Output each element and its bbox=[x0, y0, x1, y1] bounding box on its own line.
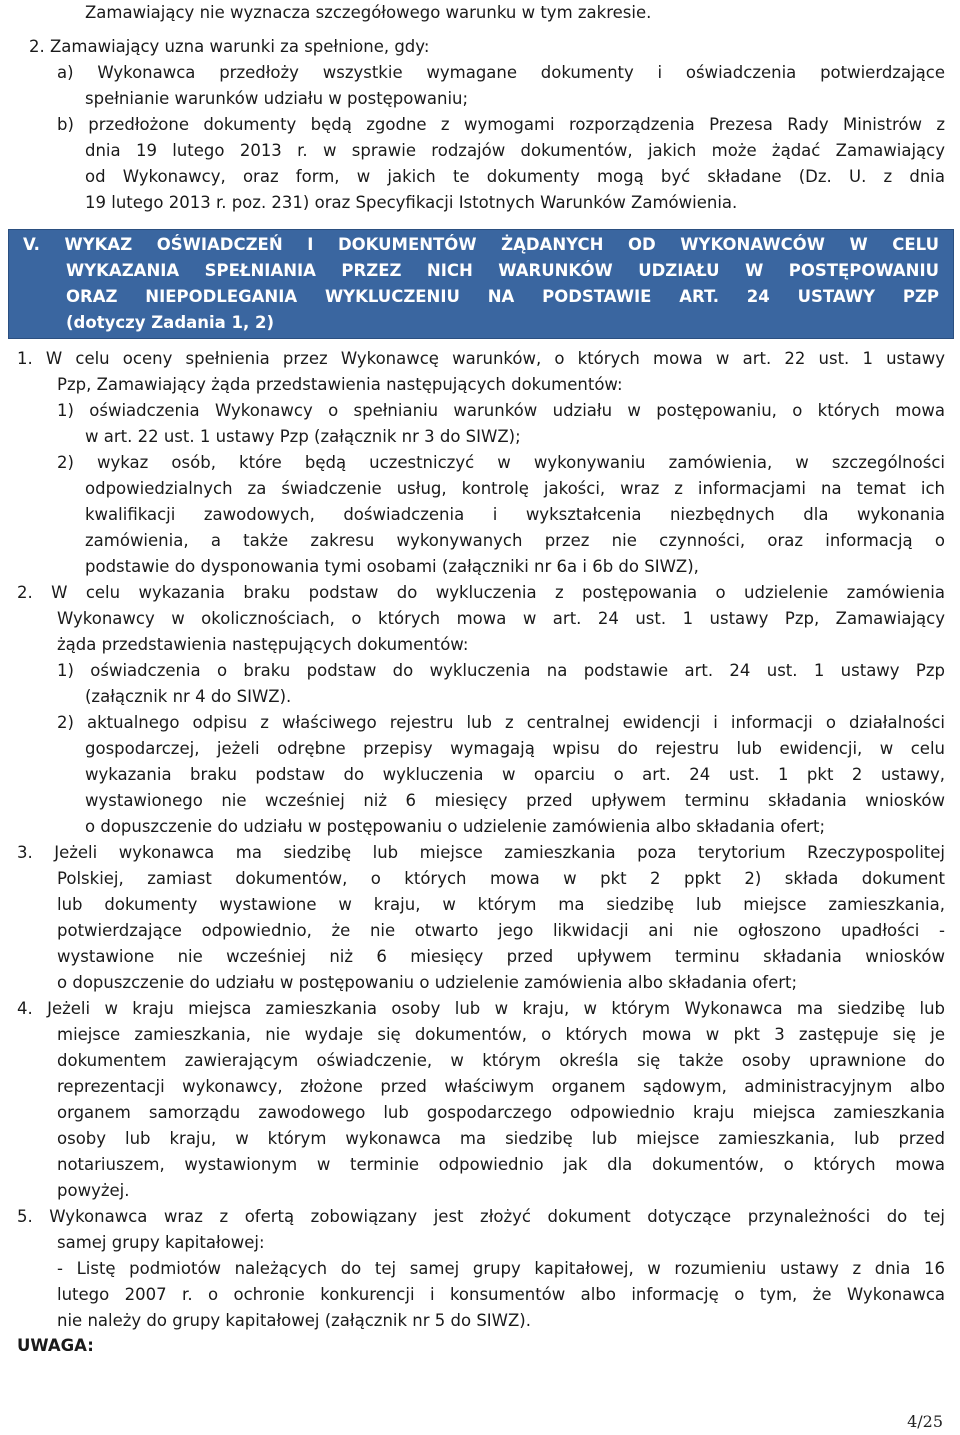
list-item-line: miejsce zamieszkania, nie wydaje się dokumentów, o których mowa w pkt 3 zastępuje się je bbox=[57, 1025, 945, 1044]
list-item-line: - Listę podmiotów należących do tej samej grupy kapitałowej, w rozumieniu ustawy z dnia 16 bbox=[57, 1259, 945, 1278]
uwaga-heading: UWAGA: bbox=[17, 1336, 94, 1355]
intro-item-b-cont: od Wykonawcy, oraz form, w jakich te dokumenty mogą być składane (Dz. U. z dnia bbox=[85, 167, 945, 186]
list-item-line: 1. W celu oceny spełnienia przez Wykonawcę warunków, o których mowa w art. 22 ust. 1 ustawy bbox=[17, 349, 945, 368]
list-item-line: 5. Wykonawca wraz z ofertą zobowiązany jest złożyć dokument dotyczące przynależności do tej bbox=[17, 1207, 945, 1226]
list-item-line: wykazania braku podstaw do wykluczenia w oparciu o art. 24 ust. 1 pkt 2 ustawy, bbox=[85, 765, 945, 784]
list-item-line: (załącznik nr 4 do SIWZ). bbox=[85, 687, 292, 706]
list-item-line: 1) oświadczenia Wykonawcy o spełnianiu warunków udziału w postępowaniu, o których mowa bbox=[57, 401, 945, 420]
list-item-line: nie należy do grupy kapitałowej (załącznik nr 5 do SIWZ). bbox=[57, 1311, 531, 1330]
page-number: 4/25 bbox=[907, 1412, 943, 1431]
list-item-line: dokumentem zawierającym oświadczenie, w którym określa się także osoby uprawnione do bbox=[57, 1051, 945, 1070]
section-heading-line: V. WYKAZ OŚWIADCZEŃ I DOKUMENTÓW ŻĄDANYCH OD WYKONAWCÓW W CELU bbox=[23, 235, 939, 254]
intro-item-b: b) przedłożone dokumenty będą zgodne z wymogami rozporządzenia Prezesa Rady Ministrów z bbox=[57, 115, 945, 134]
list-item-line: zamówienia, a także zakresu wykonywanych przez nie czynności, oraz informacją o bbox=[85, 531, 945, 550]
list-item-line: potwierdzające odpowiednio, że nie otwarto jego likwidacji ani nie ogłoszono upadłości - bbox=[57, 921, 945, 940]
intro-item-b-cont: dnia 19 lutego 2013 r. w sprawie rodzajów dokumentów, jakich może żądać Zamawiający bbox=[85, 141, 945, 160]
list-item-line: kwalifikacji zawodowych, doświadczenia i wykształcenia niezbędnych dla wykonania bbox=[85, 505, 945, 524]
section-heading-line: WYKAZANIA SPEŁNIANIA PRZEZ NICH WARUNKÓW UDZIAŁU W POSTĘPOWANIU bbox=[66, 261, 939, 280]
list-item-line: reprezentacji wykonawcy, złożone przed właściwym organem sądowym, administracyjnym albo bbox=[57, 1077, 945, 1096]
list-item-line: Pzp, Zamawiający żąda przedstawienia następujących dokumentów: bbox=[57, 375, 623, 394]
list-item-line: w art. 22 ust. 1 ustawy Pzp (załącznik nr 3 do SIWZ); bbox=[85, 427, 521, 446]
list-item-line: 4. Jeżeli w kraju miejsca zamieszkania osoby lub w kraju, w którym Wykonawca ma siedzibę lub bbox=[17, 999, 945, 1018]
list-item-line: 2. W celu wykazania braku podstaw do wykluczenia z postępowania o udzielenie zamówienia bbox=[17, 583, 945, 602]
list-item-line: odpowiedzialnych za świadczenie usług, kontrolę jakości, wraz z informacjami na temat ich bbox=[85, 479, 945, 498]
section-heading-banner bbox=[8, 229, 954, 339]
list-item-line: Polskiej, zamiast dokumentów, o których mowa w pkt 2 ppkt 2) składa dokument bbox=[57, 869, 945, 888]
list-item-line: samej grupy kapitałowej: bbox=[57, 1233, 265, 1252]
intro-line: Zamawiający nie wyznacza szczegółowego warunku w tym zakresie. bbox=[85, 3, 652, 22]
list-item-line: lub dokumenty wystawione w kraju, w którym ma siedzibę lub miejsce zamieszkania, bbox=[57, 895, 945, 914]
list-item-line: notariuszem, wystawionym w terminie odpowiednio jak dla dokumentów, o których mowa bbox=[57, 1155, 945, 1174]
list-item-line: żąda przedstawienia następujących dokumentów: bbox=[57, 635, 469, 654]
list-item-line: podstawie do dysponowania tymi osobami (załączniki nr 6a i 6b do SIWZ), bbox=[85, 557, 699, 576]
list-item-line: o dopuszczenie do udziału w postępowaniu o udzielenie zamówienia albo składania ofert; bbox=[85, 817, 826, 836]
intro-item-b-cont: 19 lutego 2013 r. poz. 231) oraz Specyfikacji Istotnych Warunków Zamówienia. bbox=[85, 193, 738, 212]
list-item-line: 1) oświadczenia o braku podstaw do wykluczenia na podstawie art. 24 ust. 1 ustawy Pzp bbox=[57, 661, 945, 680]
section-heading-line: (dotyczy Zadania 1, 2) bbox=[66, 313, 275, 332]
list-item-line: o dopuszczenie do udziału w postępowaniu o udzielenie zamówienia albo składania ofert; bbox=[57, 973, 798, 992]
list-item-line: lutego 2007 r. o ochronie konkurencji i konsumentów albo informację o tym, że Wykonawca bbox=[57, 1285, 945, 1304]
list-item-line: wystawionego nie wcześniej niż 6 miesięcy przed upływem terminu składania wniosków bbox=[85, 791, 945, 810]
intro-item-a: a) Wykonawca przedłoży wszystkie wymagane dokumenty i oświadczenia potwierdzające bbox=[57, 63, 945, 82]
list-item-line: 2) wykaz osób, które będą uczestniczyć w wykonywaniu zamówienia, w szczególności bbox=[57, 453, 945, 472]
list-item-line: Wykonawcy w okolicznościach, o których mowa w art. 24 ust. 1 ustawy Pzp, Zamawiający bbox=[57, 609, 945, 628]
section-heading-line: ORAZ NIEPODLEGANIA WYKLUCZENIU NA PODSTAWIE ART. 24 USTAWY PZP bbox=[66, 287, 939, 306]
list-item-line: gospodarczej, jeżeli odrębne przepisy wymagają wpisu do rejestru lub ewidencji, w celu bbox=[85, 739, 945, 758]
list-item-line: 3. Jeżeli wykonawca ma siedzibę lub miejsce zamieszkania poza terytorium Rzeczypospolitej bbox=[17, 843, 945, 862]
list-item-line: 2) aktualnego odpisu z właściwego rejestru lub z centralnej ewidencji i informacji o działalności bbox=[57, 713, 945, 732]
list-item-line: powyżej. bbox=[57, 1181, 130, 1200]
intro-item-a-cont: spełnianie warunków udziału w postępowaniu; bbox=[85, 89, 469, 108]
list-item-line: organem samorządu zawodowego lub gospodarczego odpowiednio kraju miejsca zamieszkania bbox=[57, 1103, 945, 1122]
intro-item-2: 2. Zamawiający uzna warunki za spełnione, gdy: bbox=[29, 37, 430, 56]
list-item-line: osoby lub kraju, w którym wykonawca ma siedzibę lub miejsce zamieszkania, lub przed bbox=[57, 1129, 945, 1148]
list-item-line: wystawione nie wcześniej niż 6 miesięcy przed upływem terminu składania wniosków bbox=[57, 947, 945, 966]
